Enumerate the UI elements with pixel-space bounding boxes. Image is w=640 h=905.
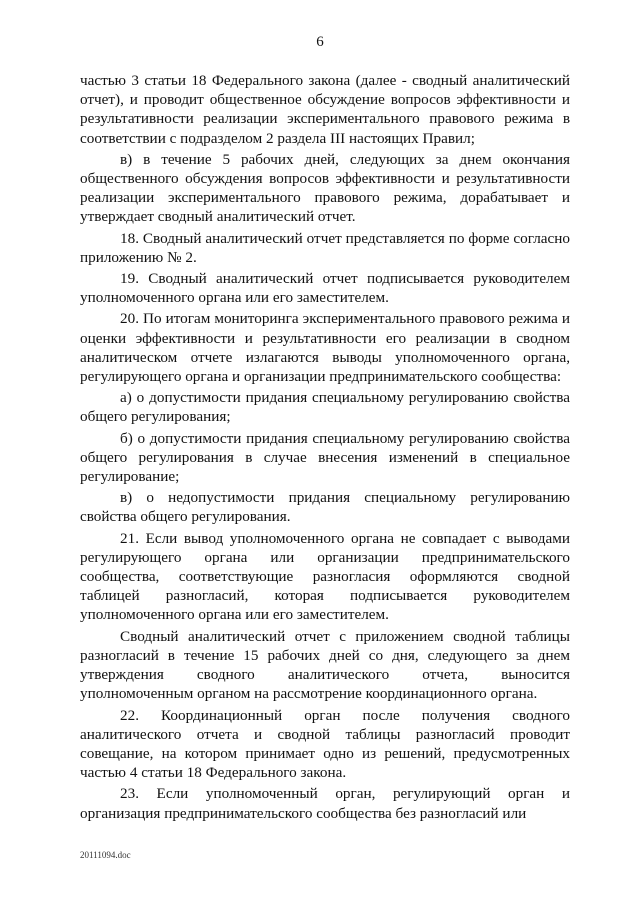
paragraph-20: 20. По итогам мониторинга экспериментального правового режима и оценки эффективности и результативности его реализации в сводном аналитическом отчете излагаются выводы уполномоченного органа, регулирующего органа и организации предпринимательского сообщества:: [80, 310, 570, 386]
paragraph-continuation: частью 3 статьи 18 Федерального закона (далее - сводный аналитический отчет), и проводит общественное обсуждение вопросов эффективности и результативности реализации экспериментального правового режима в соответствии с подразделом 2 раздела III настоящих Правил;: [80, 72, 570, 147]
paragraph-20b: б) о допустимости придания специальному регулированию свойства общего регулирования в случае внесения изменений в специальное регулирование;: [80, 429, 570, 486]
paragraph-18: 18. Сводный аналитический отчет представляется по форме согласно приложению № 2.: [80, 229, 570, 266]
paragraph-20a: а) о допустимости придания специальному регулированию свойства общего регулирования;: [80, 389, 570, 426]
page-number: 6: [316, 34, 324, 50]
document-body: [80, 71, 570, 825]
paragraph-23: 23. Если уполномоченный орган, регулирующий орган и организация предпринимательского сообщества без разногласий или: [80, 785, 570, 822]
paragraph-21-continued: Сводный аналитический отчет с приложением сводной таблицы разногласий в течение 15 рабочих дней со дня, следующего за днем утверждения сводного аналитического отчета, выносится уполномоченным органом на рассмотрение координационного органа.: [80, 627, 570, 703]
paragraph-17v: в) в течение 5 рабочих дней, следующих за днем окончания общественного обсуждения вопросов эффективности и результативности реализации экспериментального правового режима, дорабатывает и утверждает сводный аналитический отчет.: [80, 150, 570, 226]
paragraph-22: 22. Координационный орган после получения сводного аналитического отчета и сводной таблицы разногласий проводит совещание, на котором принимает одно из решений, предусмотренных частью 4 статьи 18 Федерального закона.: [80, 706, 570, 782]
paragraph-20v: в) о недопустимости придания специальному регулированию свойства общего регулирования.: [80, 489, 570, 526]
paragraph-21: 21. Если вывод уполномоченного органа не совпадает с выводами регулирующего органа или организации предпринимательского сообщества, соответствующие разногласия оформляются сводной таблицей разногласий, которая подписывается руководителем уполномоченного органа или его заместителем.: [80, 529, 570, 624]
footer-filename: 20111094.doc: [80, 850, 131, 860]
paragraph-19: 19. Сводный аналитический отчет подписывается руководителем уполномоченного органа или его заместителем.: [80, 270, 570, 307]
